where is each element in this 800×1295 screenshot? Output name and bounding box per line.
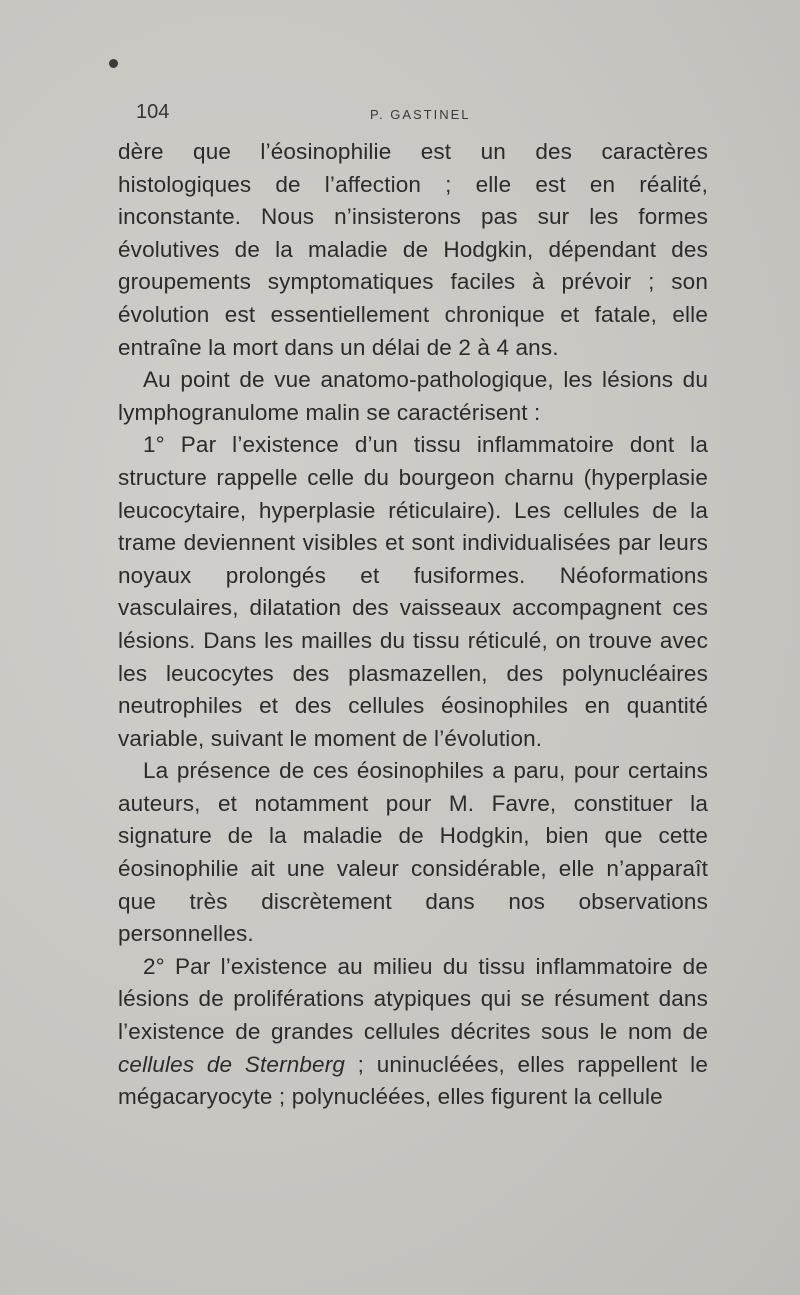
- paragraph-point-2-text-end: ; uninucléées, elles rappellent le mégacaryocyte ; polynucléées, elles figurent la cellule: [118, 1051, 708, 1110]
- page-number: 104: [136, 101, 170, 123]
- ink-spot: [109, 59, 118, 68]
- paragraph-eosinophiles: La présence de ces éosinophiles a paru, pour certains auteurs, et notamment pour M. Favre, constituer la signature de la maladie de Hodgkin, bien que cette éosinophilie ait une valeur considérable, elle n’apparaît que très discrètement dans nos observations personnelles.: [118, 758, 708, 947]
- page-header: [120, 101, 700, 131]
- paragraph-point-2: [118, 951, 708, 1114]
- paragraph-continuation: dère que l’éosinophilie est un des caractères histologiques de l’affection ; elle est en réalité, inconstante. Nous n’insisterons pas sur les formes évolutives de la maladie de Hodgkin, dépendant des groupements symptomatiques faciles à prévoir ; son évolution est essentiellement chronique et fatale, elle entraîne la mort dans un délai de 2 à 4 ans.: [118, 139, 708, 360]
- sternberg-cells-term: cellules de Sternberg: [118, 1051, 346, 1077]
- paragraph-point-2-text: 2° Par l’existence au milieu du tissu inflammatoire de lésions de proliférations atypiques qui se résument dans l’existence de grandes cellules décrites sous le nom de: [118, 953, 708, 1045]
- paragraph-anatomo-pathology: Au point de vue anatomo-pathologique, les lésions du lymphogranulome malin se caractérisent :: [118, 367, 708, 425]
- body-text: [118, 136, 708, 1114]
- running-head: P. GASTINEL: [370, 107, 471, 122]
- paragraph-point-1: 1° Par l’existence d’un tissu inflammatoire dont la structure rappelle celle du bourgeon charnu (hyperplasie leucocytaire, hyperplasie réticulaire). Les cellules de la trame deviennent visibles et sont individualisées par leurs noyaux prolongés et fusiformes. Néoformations vasculaires, dilatation des vaisseaux accompagnent ces lésions. Dans les mailles du tissu réticulé, on trouve avec les leucocytes des plasmazellen, des polynucléaires neutrophiles et des cellules éosinophiles en quantité variable, suivant le moment de l’évolution.: [118, 432, 708, 751]
